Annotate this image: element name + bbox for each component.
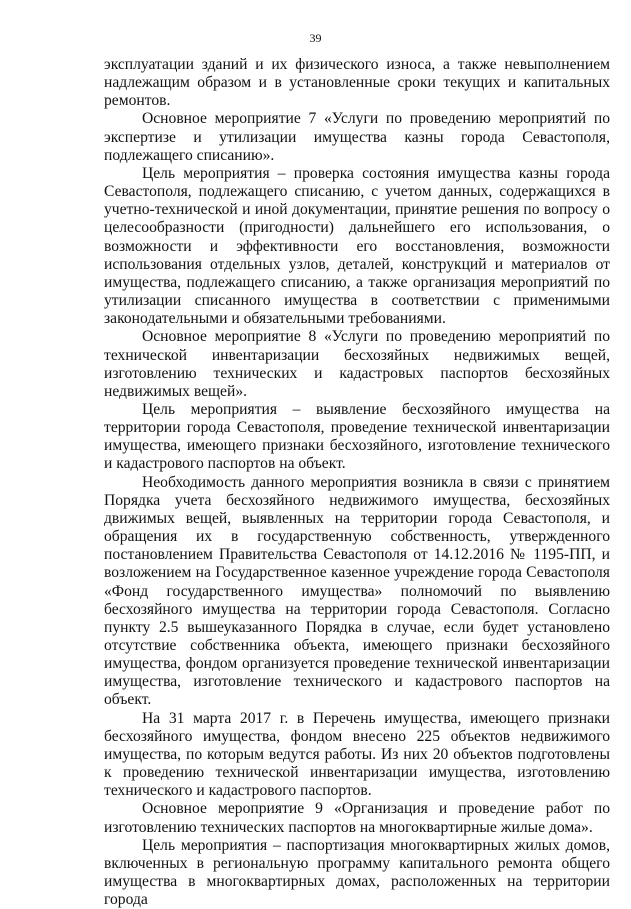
paragraph-activity-9-goal: Цель мероприятия – паспортизация многоквартирных жилых домов, включенных в региональную программу капитального ремонта общего имущества в многоквартирных домах, расположенных на территории города [104, 836, 610, 909]
page-number: 39 [309, 31, 322, 45]
paragraph-activity-8-status: На 31 марта 2017 г. в Перечень имущества, имеющего признаки бесхозяйного имущества, фондом внесено 225 объектов недвижимого имущества, по которым ведутся работы. Из них 20 объектов подготовлены к проведению технической инвентаризации имущества, изготовлению технического и кадастрового паспортов. [104, 709, 610, 800]
document-body [104, 56, 610, 909]
paragraph-main-activity-9: Основное мероприятие 9 «Организация и проведение работ по изготовлению технических паспортов на многоквартирные жилые дома». [104, 800, 610, 836]
paragraph-main-activity-7: Основное мероприятие 7 «Услуги по проведению мероприятий по экспертизе и утилизации имущества казны города Севастополя, подлежащего списанию». [104, 110, 610, 164]
paragraph-main-activity-8: Основное мероприятие 8 «Услуги по проведению мероприятий по технической инвентаризации бесхозяйных недвижимых вещей, изготовлению технических и кадастровых паспортов бесхозяйных недвижимых вещей». [104, 328, 610, 400]
paragraph-activity-8-necessity: Необходимость данного мероприятия возникла в связи с принятием Порядка учета бесхозяйного недвижимого имущества, бесхозяйных движимых вещей, выявленных на территории города Севастополя, и обращения их в государственную собственность, утвержденного постановлением Правительства Севастополя от 14.12.2016 № 1195-ПП, и возложением на Государственное казенное учреждение города Севастополя «Фонд государственного имущества» полномочий по выявлению бесхозяйного имущества на территории города Севастополя. Согласно пункту 2.5 вышеуказанного Порядка в случае, если будет установлено отсутствие собственника объекта, имеющего признаки бесхозяйного имущества, фондом организуется проведение технической инвентаризации имущества, изготовление технического и кадастрового паспортов на объект. [104, 473, 610, 709]
paragraph-continuation: эксплуатации зданий и их физического износа, а также невыполнением надлежащим образом и в установленные сроки текущих и капитальных ремонтов. [104, 56, 610, 110]
paragraph-activity-8-goal: Цель мероприятия – выявление бесхозяйного имущества на территории города Севастополя, проведение технической инвентаризации имущества, имеющего признаки бесхозяйного, изготовление технического и кадастрового паспортов на объект. [104, 400, 610, 473]
paragraph-activity-7-goal: Цель мероприятия – проверка состояния имущества казны города Севастополя, подлежащего списанию, с учетом данных, содержащихся в учетно-технической и иной документации, принятие решения по вопросу о целесообразности (пригодности) дальнейшего его использования, о возможности и эффективности его восстановления, возможности использования отдельных узлов, деталей, конструкций и материалов от имущества, подлежащего списанию, а также организация мероприятий по утилизации списанного имущества в соответствии с применимыми законодательными и обязательными требованиями. [104, 164, 610, 328]
